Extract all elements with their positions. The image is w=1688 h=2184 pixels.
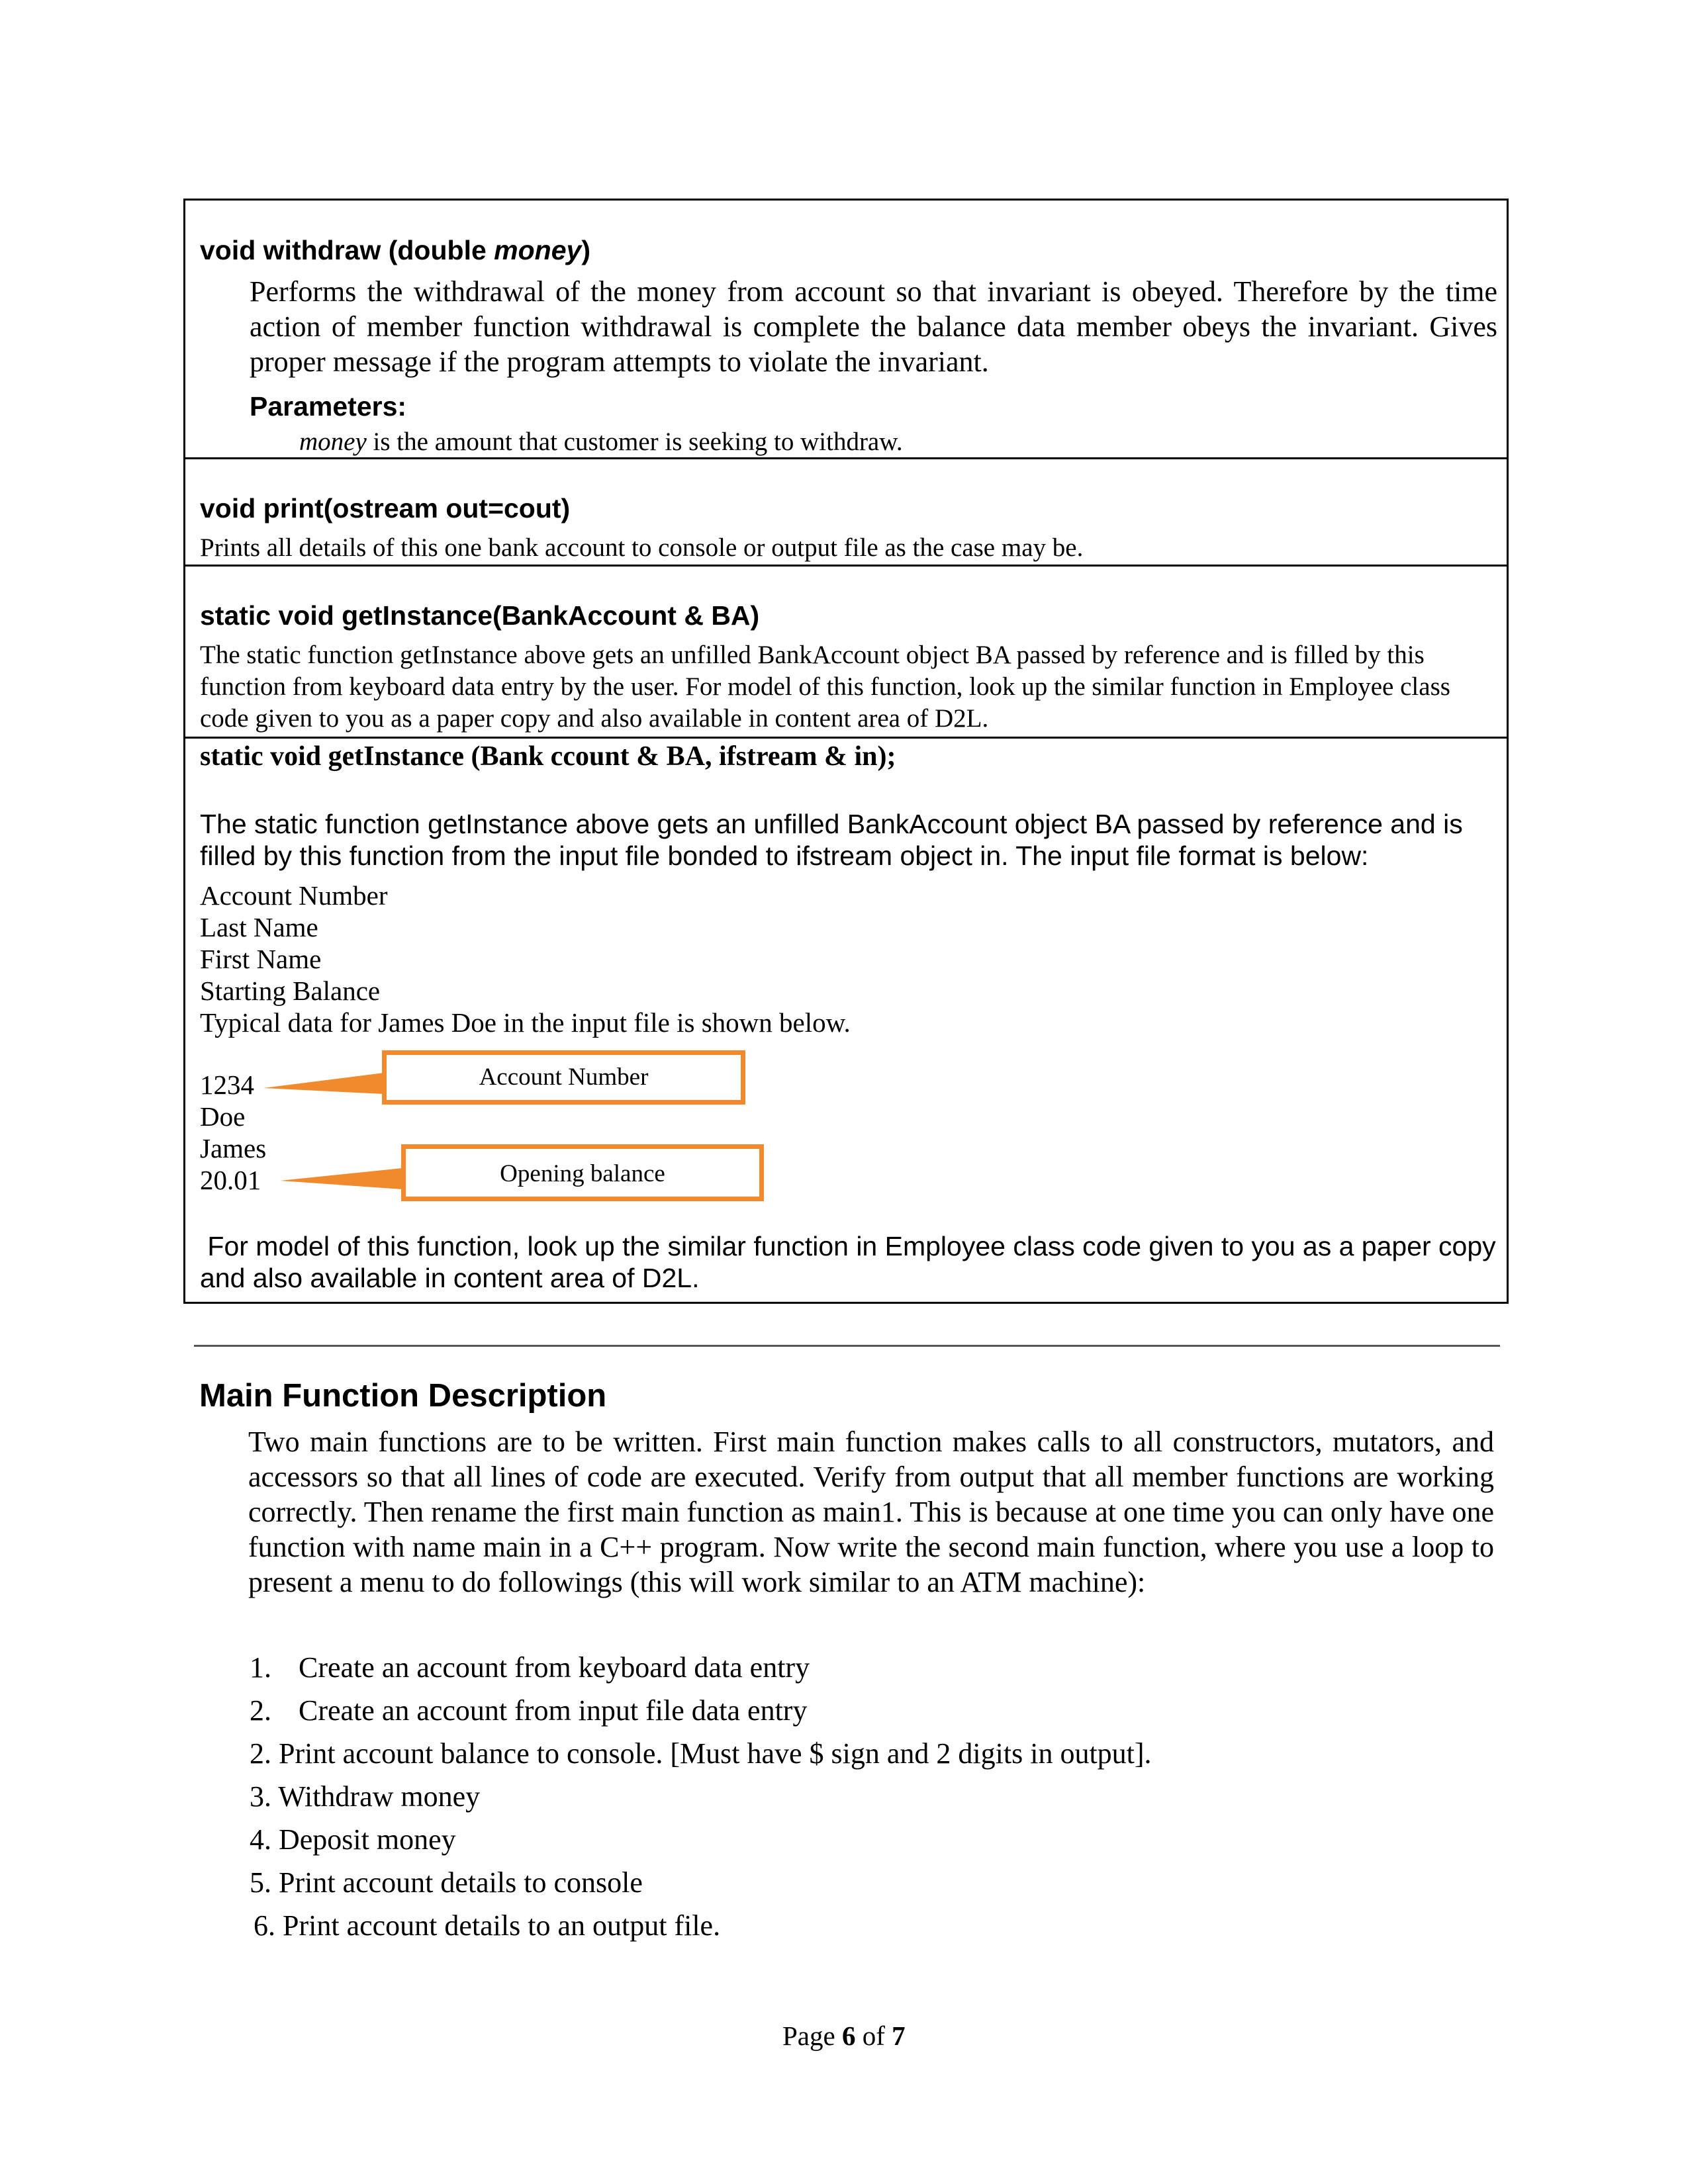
menu-item-text: Create an account from keyboard data entry [299, 1651, 810, 1684]
section-divider [194, 1345, 1500, 1347]
page-of-label: of [855, 2021, 892, 2051]
parameters-label: Parameters: [250, 391, 407, 422]
print-signature: void print(ostream out=cout) [200, 493, 571, 523]
withdraw-description: Performs the withdrawal of the money from account so that invariant is obeyed. Therefore by the time action of member function withdrawal is complete the balance data member obeys the invariant. Gives proper message if the program attempts to violate the invariant. [250, 275, 1497, 378]
getinstance-file-signature: static void getInstance (Bank ccount & BA, ifstream & in); [200, 741, 896, 772]
withdraw-signature-prefix: void withdraw (double [200, 235, 494, 265]
opening-balance-callout [401, 1144, 764, 1201]
menu-item-number: 2. [250, 1694, 271, 1727]
getinstance-keyboard-signature: static void getInstance(BankAccount & BA) [200, 600, 760, 631]
money-param-desc: is the amount that customer is seeking to withdraw. [366, 428, 903, 456]
print-description: Prints all details of this one bank account to console or output file as the case may be. [200, 533, 1084, 562]
menu-item [250, 1651, 810, 1684]
page-label: Page [782, 2021, 842, 2051]
menu-item [250, 1694, 807, 1727]
main-function-heading: Main Function Description [199, 1378, 607, 1414]
menu-item-number: 1. [250, 1651, 271, 1684]
format-line: Account Number [200, 880, 388, 911]
menu-item: 6. Print account details to an output file. [254, 1909, 721, 1942]
page-number [782, 2020, 906, 2052]
sample-account-number: 1234 [200, 1069, 254, 1100]
menu-item: 5. Print account details to console [250, 1866, 643, 1899]
getinstance-keyboard-description: The static function getInstance above gets an unfilled BankAccount object BA passed by reference and is filled by this function from keyboard data entry by the user. For model of this function, look up the similar function in Employee class code given to you as a paper copy and also available in content area of D2L. [200, 641, 1450, 733]
account-number-callout [382, 1050, 745, 1105]
account-callout-arrow [263, 1073, 384, 1094]
function-table [183, 199, 1509, 1304]
sample-last-name: Doe [200, 1101, 246, 1132]
page-current: 6 [841, 2021, 856, 2051]
callout-arrows [185, 201, 1509, 1306]
format-line: Last Name [200, 912, 318, 942]
getinstance-file-model-note: For model of this function, look up the similar function in Employee class code given to you as a paper copy and also available in content area of D2L. [200, 1231, 1504, 1293]
menu-item: 2. Print account balance to console. [Must have $ sign and 2 digits in output]. [250, 1737, 1152, 1770]
getinstance-file-description: The static function getInstance above gets an unfilled BankAccount object BA passed by reference and is filled by this function from the input file bonded to ifstream object in. The input file format is below: [200, 809, 1463, 871]
withdraw-signature-suffix: ) [581, 235, 590, 265]
menu-item-text: Create an account from input file data entry [299, 1694, 808, 1727]
sample-balance: 20.01 [200, 1165, 261, 1195]
menu-item: 4. Deposit money [250, 1823, 456, 1856]
menu-item: 3. Withdraw money [250, 1780, 481, 1813]
page-total: 7 [892, 2021, 906, 2051]
balance-callout-arrow [280, 1168, 402, 1189]
money-param-name: money [299, 428, 367, 456]
withdraw-signature-param: money [494, 235, 582, 265]
account-number-callout-text: Account Number [479, 1064, 649, 1091]
sample-first-name: James [200, 1133, 267, 1163]
format-line: Typical data for James Doe in the input file is shown below. [200, 1007, 851, 1038]
format-line: Starting Balance [200, 976, 381, 1006]
format-line: First Name [200, 944, 322, 974]
opening-balance-callout-text: Opening balance [500, 1160, 665, 1187]
main-function-paragraph: Two main functions are to be written. First main function makes calls to all constructors, mutators, and accessors so that all lines of code are executed. Verify from output that all member functions are working correctly. Then rename the first main function as main1. This is because at one time you can only have one function with name main in a C++ program. Now write the second main function, where you use a loop to present a menu to do followings (this will work similar to an ATM machine): [248, 1426, 1494, 1598]
